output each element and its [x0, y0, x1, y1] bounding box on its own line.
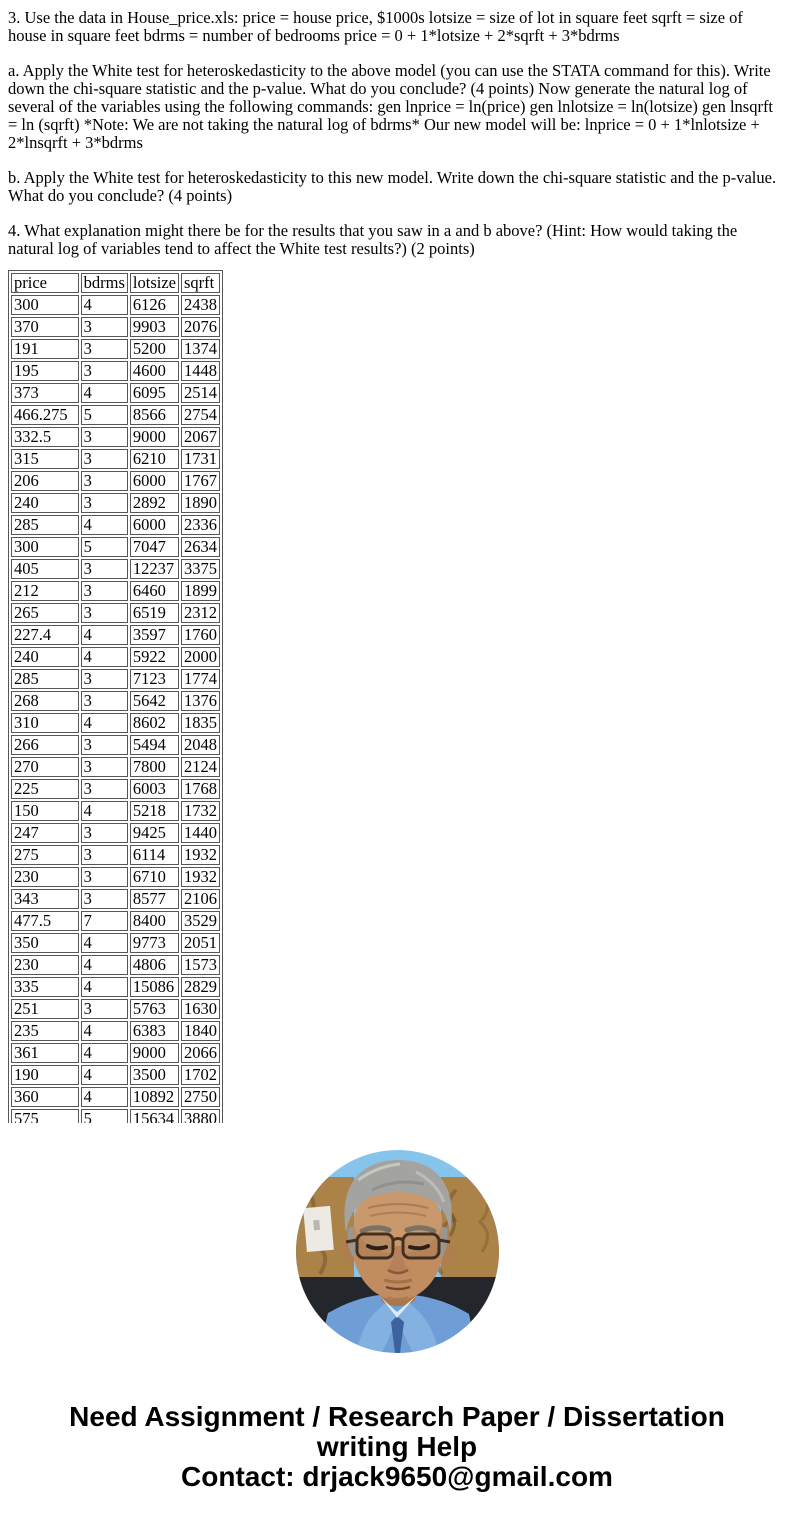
table-cell: 3597 [130, 625, 179, 645]
table-cell: 1731 [181, 449, 220, 469]
avatar [296, 1150, 499, 1353]
table-row [11, 537, 220, 557]
table-cell: 7800 [130, 757, 179, 777]
table-row [11, 361, 220, 381]
table-cell: 1760 [181, 625, 220, 645]
table-cell: 335 [11, 977, 79, 997]
table-cell: 4 [81, 1043, 128, 1063]
table-row [11, 581, 220, 601]
table-cell: 2124 [181, 757, 220, 777]
table-cell: 275 [11, 845, 79, 865]
table-cell: 2000 [181, 647, 220, 667]
table-cell: 1448 [181, 361, 220, 381]
table-row [11, 471, 220, 491]
table-cell: 3 [81, 779, 128, 799]
table-cell: 265 [11, 603, 79, 623]
table-cell: 9903 [130, 317, 179, 337]
table-cell: 332.5 [11, 427, 79, 447]
table-cell: 6095 [130, 383, 179, 403]
table-cell: 1630 [181, 999, 220, 1019]
table-cell: 9773 [130, 933, 179, 953]
house-price-table [8, 270, 223, 1123]
table-cell: 3 [81, 493, 128, 513]
table-row [11, 647, 220, 667]
footer-promo-block [0, 1402, 794, 1492]
table-cell: 5200 [130, 339, 179, 359]
table-cell: 9000 [130, 427, 179, 447]
table-row [11, 559, 220, 579]
table-row [11, 911, 220, 931]
table-row [11, 317, 220, 337]
table-cell: 3 [81, 471, 128, 491]
table-cell: 2067 [181, 427, 220, 447]
table-cell: 4 [81, 647, 128, 667]
table-cell: 4 [81, 1065, 128, 1085]
table-cell: 3 [81, 427, 128, 447]
question-b-text: b. Apply the White test for heteroskedasticity to this new model. Write down the chi-square statistic and the p-value. What do you conclude? (4 points) [8, 168, 777, 205]
table-cell: 4 [81, 977, 128, 997]
table-cell: 4 [81, 713, 128, 733]
table-cell: 300 [11, 295, 79, 315]
table-row [11, 1043, 220, 1063]
table-cell: 6210 [130, 449, 179, 469]
table-cell: 1768 [181, 779, 220, 799]
table-cell: 1374 [181, 339, 220, 359]
table-cell: 247 [11, 823, 79, 843]
table-row [11, 977, 220, 997]
table-row [11, 867, 220, 887]
table-cell: 1932 [181, 867, 220, 887]
table-header-row [11, 273, 220, 293]
table-cell: 7 [81, 911, 128, 931]
table-cell: 5 [81, 537, 128, 557]
table-cell: 10892 [130, 1087, 179, 1107]
table-cell: 300 [11, 537, 79, 557]
table-cell: 268 [11, 691, 79, 711]
table-cell: 15086 [130, 977, 179, 997]
table-cell: 285 [11, 515, 79, 535]
table-row [11, 515, 220, 535]
table-row [11, 1087, 220, 1107]
question-text-block [8, 9, 782, 275]
table-cell: 575 [11, 1109, 79, 1123]
table-cell: 373 [11, 383, 79, 403]
table-header-cell: lotsize [130, 273, 179, 293]
table-cell: 4 [81, 1087, 128, 1107]
table-cell: 1932 [181, 845, 220, 865]
table-cell: 2754 [181, 405, 220, 425]
table-row [11, 823, 220, 843]
table-cell: 5642 [130, 691, 179, 711]
table-cell: 206 [11, 471, 79, 491]
table-cell: 1835 [181, 713, 220, 733]
table-cell: 3 [81, 823, 128, 843]
table-cell: 1573 [181, 955, 220, 975]
table-cell: 285 [11, 669, 79, 689]
table-row [11, 757, 220, 777]
table-cell: 2514 [181, 383, 220, 403]
table-cell: 1440 [181, 823, 220, 843]
table-cell: 3 [81, 559, 128, 579]
table-row [11, 889, 220, 909]
table-cell: 310 [11, 713, 79, 733]
table-cell: 3 [81, 867, 128, 887]
table-cell: 235 [11, 1021, 79, 1041]
table-row [11, 339, 220, 359]
table-cell: 5922 [130, 647, 179, 667]
table-cell: 2066 [181, 1043, 220, 1063]
table-cell: 2336 [181, 515, 220, 535]
table-cell: 2048 [181, 735, 220, 755]
table-cell: 2076 [181, 317, 220, 337]
table-cell: 2829 [181, 977, 220, 997]
table-cell: 6519 [130, 603, 179, 623]
table-cell: 477.5 [11, 911, 79, 931]
table-cell: 3 [81, 339, 128, 359]
table-cell: 2312 [181, 603, 220, 623]
table-row [11, 383, 220, 403]
table-cell: 1376 [181, 691, 220, 711]
table-cell: 3 [81, 669, 128, 689]
table-cell: 266 [11, 735, 79, 755]
table-cell: 2051 [181, 933, 220, 953]
table-cell: 4 [81, 801, 128, 821]
table-cell: 4 [81, 955, 128, 975]
table-cell: 7047 [130, 537, 179, 557]
footer-help-text-line2: writing Help [316, 1431, 478, 1462]
table-row [11, 691, 220, 711]
table-cell: 3375 [181, 559, 220, 579]
table-cell: 405 [11, 559, 79, 579]
table-cell: 9000 [130, 1043, 179, 1063]
table-cell: 2634 [181, 537, 220, 557]
table-cell: 3 [81, 581, 128, 601]
table-row [11, 713, 220, 733]
table-row [11, 933, 220, 953]
house-price-table-clip [8, 270, 223, 1123]
table-cell: 3529 [181, 911, 220, 931]
table-row [11, 493, 220, 513]
table-row [11, 603, 220, 623]
table-cell: 8602 [130, 713, 179, 733]
table-cell: 4 [81, 1021, 128, 1041]
table-row [11, 1021, 220, 1041]
table-row [11, 1065, 220, 1085]
table-row [11, 625, 220, 645]
table-cell: 225 [11, 779, 79, 799]
table-cell: 6126 [130, 295, 179, 315]
table-cell: 5 [81, 405, 128, 425]
table-cell: 343 [11, 889, 79, 909]
table-row [11, 405, 220, 425]
question-4-text: 4. What explanation might there be for the results that you saw in a and b above? (Hint: How would taking the natural log of variables tend to affect the White test results?) (2 points) [8, 221, 738, 258]
table-cell: 191 [11, 339, 79, 359]
table-cell: 3500 [130, 1065, 179, 1085]
table-cell: 2438 [181, 295, 220, 315]
table-cell: 7123 [130, 669, 179, 689]
table-row [11, 801, 220, 821]
table-cell: 2750 [181, 1087, 220, 1107]
table-cell: 1767 [181, 471, 220, 491]
table-cell: 3 [81, 361, 128, 381]
table-cell: 360 [11, 1087, 79, 1107]
table-cell: 4 [81, 295, 128, 315]
table-cell: 227.4 [11, 625, 79, 645]
table-cell: 370 [11, 317, 79, 337]
table-header-cell: sqrft [181, 273, 220, 293]
table-cell: 6383 [130, 1021, 179, 1041]
table-cell: 8400 [130, 911, 179, 931]
table-cell: 4600 [130, 361, 179, 381]
table-cell: 1899 [181, 581, 220, 601]
table-header [11, 273, 220, 293]
table-cell: 212 [11, 581, 79, 601]
table-cell: 6710 [130, 867, 179, 887]
table-cell: 1774 [181, 669, 220, 689]
table-cell: 3 [81, 691, 128, 711]
table-cell: 6000 [130, 515, 179, 535]
table-cell: 3 [81, 449, 128, 469]
table-cell: 4 [81, 933, 128, 953]
table-cell: 4 [81, 625, 128, 645]
table-cell: 240 [11, 493, 79, 513]
question-3-text: 3. Use the data in House_price.xls: price = house price, $1000s lotsize = size of lot in square feet sqrft = size of house in square feet bdrms = number of bedrooms price = 0 + 1*lotsize + 2*sqrft + 3*bdrms [8, 8, 743, 45]
table-row [11, 669, 220, 689]
table-row [11, 295, 220, 315]
table-cell: 251 [11, 999, 79, 1019]
table-cell: 3 [81, 735, 128, 755]
table-cell: 315 [11, 449, 79, 469]
table-cell: 240 [11, 647, 79, 667]
table-header-cell: price [11, 273, 79, 293]
table-cell: 6114 [130, 845, 179, 865]
table-cell: 3 [81, 317, 128, 337]
table-cell: 2106 [181, 889, 220, 909]
table-cell: 3880 [181, 1109, 220, 1123]
table-cell: 1890 [181, 493, 220, 513]
table-cell: 8577 [130, 889, 179, 909]
table-cell: 230 [11, 955, 79, 975]
table-row [11, 1109, 220, 1123]
table-cell: 6460 [130, 581, 179, 601]
table-cell: 5218 [130, 801, 179, 821]
table-cell: 270 [11, 757, 79, 777]
table-cell: 3 [81, 889, 128, 909]
table-cell: 190 [11, 1065, 79, 1085]
table-row [11, 955, 220, 975]
table-header-cell: bdrms [81, 273, 128, 293]
table-cell: 361 [11, 1043, 79, 1063]
table-cell: 1702 [181, 1065, 220, 1085]
table-cell: 3 [81, 999, 128, 1019]
table-cell: 4 [81, 383, 128, 403]
portrait-photo [296, 1150, 499, 1353]
table-row [11, 449, 220, 469]
table-cell: 3 [81, 757, 128, 777]
table-cell: 4806 [130, 955, 179, 975]
table-body [11, 295, 220, 1123]
table-row [11, 735, 220, 755]
footer-help-text-line1: Need Assignment / Research Paper / Dissertation [69, 1401, 725, 1432]
footer-contact-email: Contact: drjack9650@gmail.com [181, 1461, 613, 1492]
table-cell: 3 [81, 845, 128, 865]
table-cell: 6003 [130, 779, 179, 799]
table-cell: 2892 [130, 493, 179, 513]
table-row [11, 427, 220, 447]
table-cell: 12237 [130, 559, 179, 579]
table-cell: 150 [11, 801, 79, 821]
table-cell: 9425 [130, 823, 179, 843]
table-cell: 5 [81, 1109, 128, 1123]
table-cell: 15634 [130, 1109, 179, 1123]
table-cell: 6000 [130, 471, 179, 491]
table-row [11, 779, 220, 799]
table-cell: 1840 [181, 1021, 220, 1041]
table-cell: 195 [11, 361, 79, 381]
table-cell: 466.275 [11, 405, 79, 425]
table-row [11, 999, 220, 1019]
table-cell: 4 [81, 515, 128, 535]
table-cell: 230 [11, 867, 79, 887]
table-cell: 350 [11, 933, 79, 953]
table-row [11, 845, 220, 865]
question-a-text: a. Apply the White test for heteroskedasticity to the above model (you can use the STATA command for this). Write down the chi-square statistic and the p-value. What do you conclude? (4 points) Now generate the natural log of several of the variables using the following commands: gen lnprice = ln(price) gen lnlotsize = ln(lotsize) gen lnsqrft = ln (sqrft) *Note: We are not taking the natural log of bdrms* Our new model will be: lnprice = 0 + 1*lnlotsize + 2*lnsqrft + 3*bdrms [8, 61, 774, 152]
table-cell: 3 [81, 603, 128, 623]
table-cell: 5763 [130, 999, 179, 1019]
table-cell: 5494 [130, 735, 179, 755]
table-cell: 1732 [181, 801, 220, 821]
table-cell: 8566 [130, 405, 179, 425]
